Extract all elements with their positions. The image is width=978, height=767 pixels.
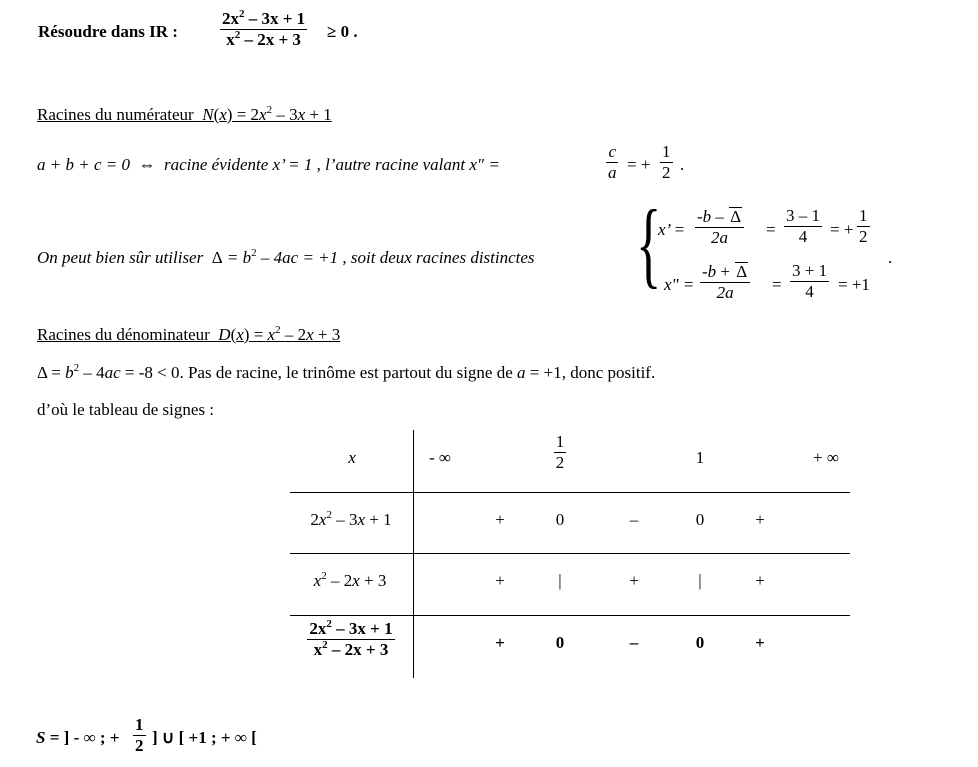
table-cell: 0 — [695, 633, 705, 652]
table-cell: – — [629, 510, 639, 529]
numerator-heading: Racines du numérateur $N(x) = 2x^2 - 3x + 1$ — [37, 104, 332, 124]
root1-fraction2: $\frac{3 - 1}{4}$ — [786, 206, 820, 246]
table-vertical-separator — [413, 430, 414, 678]
table-cell: + — [755, 633, 765, 652]
system-brace: { — [636, 190, 662, 297]
table-cell: + — [495, 633, 505, 652]
table-minus-infinity: - ∞ — [428, 448, 452, 467]
table-cell: + — [495, 571, 505, 590]
denominator-delta-line: $\Delta = b^2 - 4ac = -8 < 0$. Pas de racine, le trinôme est partout du signe de a = +1, donc positif. — [37, 362, 656, 382]
table-cell: + — [755, 571, 765, 590]
c-over-a-fraction: $\frac{c}{a}$ — [608, 142, 617, 182]
delta-line: On peut bien sûr utiliser $\Delta = b^2 - 4ac = +1$ , soit deux racines distinctes — [37, 247, 535, 267]
table-half: $\frac{1}{2}$ — [555, 432, 565, 472]
table-cell: | — [558, 571, 562, 590]
table-cell: 0 — [555, 633, 565, 652]
root2-eq2: = +1 — [838, 275, 870, 294]
denominator-heading: Racines du dénominateur $D(x) = x^2 - 2x + 3$ — [37, 324, 341, 344]
table-row-label: $x^2 - 2x + 3$ — [313, 570, 387, 590]
period: . — [680, 155, 685, 174]
table-cell: | — [698, 571, 702, 590]
root2-fraction2: $\frac{3 + 1}{4}$ — [792, 261, 828, 301]
equals-plus: = + — [627, 155, 651, 174]
table-row-label: $2x^2 - 3x + 1$ — [310, 509, 392, 529]
root2-lhs: x" = — [664, 275, 695, 294]
table-row-rule — [290, 615, 850, 616]
table-cell: – — [629, 633, 639, 652]
solution-half: $\frac{1}{2}$ — [135, 715, 144, 755]
problem-relation: ≥ 0 . — [327, 22, 358, 41]
evident-root-line: a + b + c = 0 ⇔ racine évidente x’ = 1 , l’autre racine valant x" = — [37, 155, 500, 174]
half-fraction: $\frac{1}{2}$ — [662, 142, 671, 182]
root1-lhs: x’ = — [658, 220, 686, 239]
table-row-rule — [290, 553, 850, 554]
root1-eq2: = + — [830, 220, 854, 239]
table-quotient-label: $\frac{2x^2 - 3x + 1}{x^2 - 2x + 3}$ — [309, 618, 393, 659]
root2-eq: = — [772, 275, 782, 294]
table-cell: + — [755, 510, 765, 529]
table-intro: d’où le tableau de signes : — [37, 400, 215, 419]
table-cell: + — [629, 571, 639, 590]
root1-eq: = — [766, 220, 776, 239]
table-header-rule — [290, 492, 850, 493]
table-cell: + — [495, 510, 505, 529]
table-x-label: x — [348, 448, 356, 467]
root1-fraction3: $\frac{1}{2}$ — [859, 206, 868, 246]
problem-label: Résoudre dans IR : — [38, 22, 178, 41]
problem-fraction: $\frac{2x^2 - 3x + 1}{x^2 - 2x + 3}$ — [222, 8, 306, 49]
solution-suffix: ] ∪ [ +1 ; + ∞ [ — [152, 728, 257, 747]
table-cell: 0 — [555, 510, 565, 529]
solution-prefix: S = ] - ∞ ; + — [36, 728, 120, 747]
table-plus-infinity: + ∞ — [813, 448, 839, 467]
root2-fraction: $\frac{-b + \Delta}{2a}$ — [700, 262, 750, 302]
table-one: 1 — [695, 448, 705, 467]
table-cell: 0 — [695, 510, 705, 529]
root1-fraction: $\frac{-b - \Delta}{2a}$ — [695, 207, 744, 247]
system-period: . — [888, 248, 893, 267]
